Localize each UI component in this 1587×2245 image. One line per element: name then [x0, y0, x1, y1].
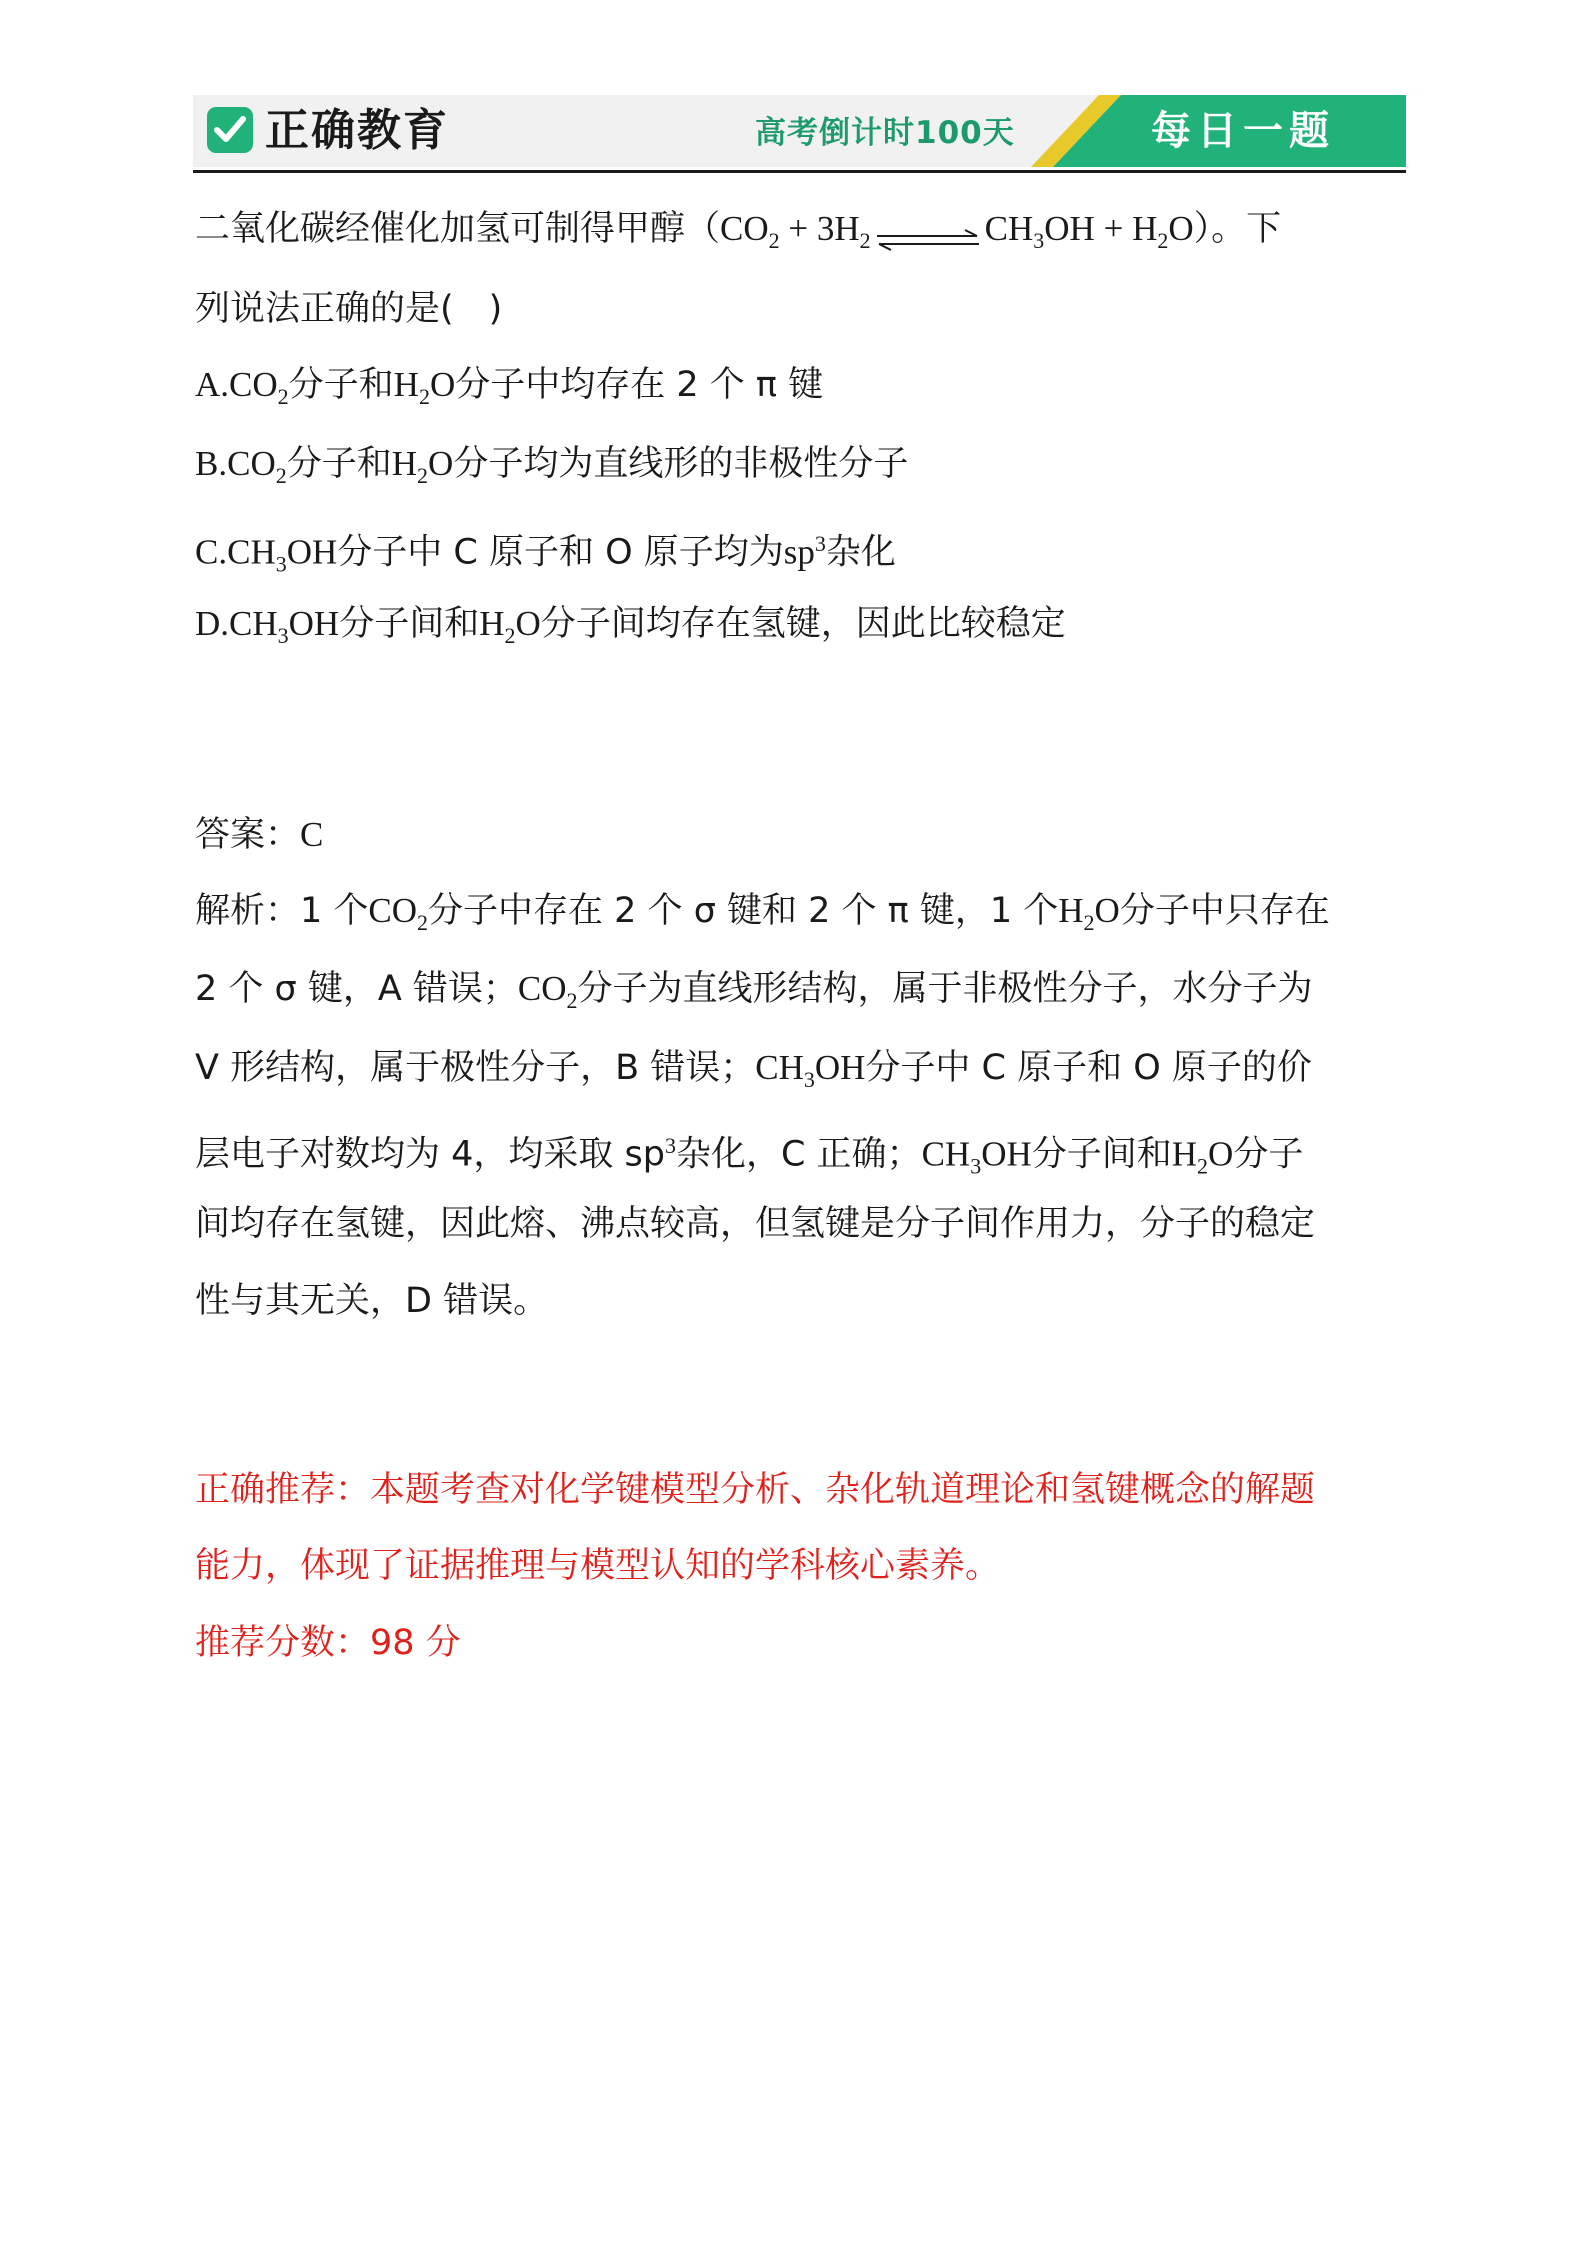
- recommendation-line-2: 能力，体现了证据推理与模型认知的学科核心素养。: [195, 1546, 1001, 1586]
- analysis-line-5: 间均存在氢键，因此熔、沸点较高，但氢键是分子间作用力，分子的稳定: [195, 1204, 1316, 1244]
- answer-line: 答案：C: [195, 815, 324, 855]
- question-stem-line-2: 列说法正确的是( ): [195, 289, 503, 329]
- analysis-line-1: 解析：1 个$CO_2$分子中存在 2 个 σ 键和 2 个 π 键，1 个$H_2O$分子中只存在: [195, 891, 1330, 935]
- equation: $CO_2 + 3H_2$ $CH_3OH + H_2O$: [720, 209, 1194, 253]
- recommendation-score: 推荐分数：98 分: [195, 1623, 461, 1663]
- answer-value: C: [300, 815, 324, 854]
- analysis-line-6: 性与其无关，D 错误。: [195, 1281, 549, 1321]
- analysis-line-2: 2 个 σ 键，A 错误；$CO_2$分子为直线形结构，属于非极性分子，水分子为: [195, 969, 1313, 1013]
- equilibrium-arrow-icon: [873, 219, 983, 245]
- brand-name: 正确教育: [265, 105, 449, 156]
- option-b: $B.CO_2$分子和$H_2O$分子均为直线形的非极性分子: [195, 444, 909, 488]
- analysis-line-4: 层电子对数均为 4，均采取 $sp^3$杂化，C 正确；$CH_3OH$分子间和$H_2O$分子: [195, 1133, 1304, 1179]
- header-divider: [193, 170, 1406, 173]
- option-c: $C.CH_3OH$分子中 C 原子和 O 原子均为$sp^3$杂化: [195, 531, 896, 577]
- checkmark-icon: [207, 107, 253, 153]
- question-stem-line-1: 二氧化碳经催化加氢可制得甲醇（$CO_2 + 3H_2$ $CH_3OH + H_2O$）。下: [195, 209, 1282, 253]
- daily-question-title: 每日一题: [1151, 108, 1335, 154]
- header-banner: [193, 95, 1406, 167]
- option-d: $D.CH_3OH$分子间和$H_2O$分子间均存在氢键，因此比较稳定: [195, 604, 1066, 648]
- countdown-label: 高考倒计时100天: [755, 115, 1015, 151]
- option-a: $A.CO_2$分子和$H_2O$分子中均存在 2 个 π 键: [195, 365, 824, 409]
- analysis-line-3: V 形结构，属于极性分子，B 错误；$CH_3OH$分子中 C 原子和 O 原子的价: [195, 1048, 1312, 1092]
- recommendation-line-1: 正确推荐：本题考查对化学键模型分析、杂化轨道理论和氢键概念的解题: [195, 1470, 1316, 1510]
